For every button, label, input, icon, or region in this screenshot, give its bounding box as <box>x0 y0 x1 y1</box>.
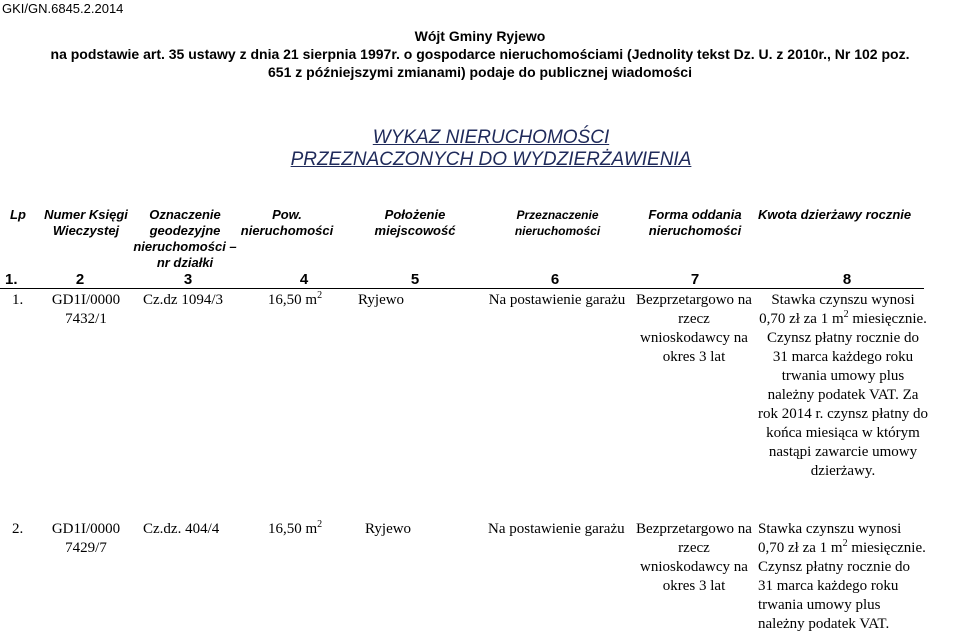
row-annual-rent: Stawka czynszu wynosi 0,70 zł za 1 $m^2$ miesięcznie. Czynsz płatny rocznie do 31 marca każdego roku trwania umowy plus należny podatek VAT. <box>758 521 926 632</box>
row-purpose: Na postawienie garażu <box>488 521 625 537</box>
row-lease-form: Bezprzetargowo na rzecz wnioskodawcy na okres 3 lat <box>636 521 752 594</box>
row-plot: Cz.dz 1094/3 <box>143 292 223 308</box>
row-land-register: GD1I/0000 7432/1 <box>51 292 121 327</box>
column-number: 4 <box>299 271 309 288</box>
column-number: 8 <box>842 271 852 288</box>
list-title-line-2: PRZEZNACZONYCH DO WYDZIERŻAWIENIA <box>290 149 692 170</box>
row-location: Ryjewo <box>358 292 405 308</box>
column-number: 2 <box>75 271 85 288</box>
legal-basis-line-2: 651 z późniejszymi zmianami) podaje do publicznej wiadomości <box>268 64 692 80</box>
column-number: 7 <box>690 271 700 288</box>
column-number: 5 <box>410 271 420 288</box>
row-land-register: GD1I/0000 7429/7 <box>51 521 121 556</box>
document-reference: GKI/GN.6845.2.2014 <box>2 1 124 16</box>
row-plot: Cz.dz. 404/4 <box>143 521 220 537</box>
header-annual-rent: Kwota dzierżawy rocznie <box>758 207 912 222</box>
row-area: 16,50 $m^2$ <box>267 290 323 308</box>
header-lp: Lp <box>10 207 26 222</box>
legal-basis-line-1: na podstawie art. 35 ustawy z dnia 21 sierpnia 1997r. o gospodarce nieruchomościami (Jednolity tekst Dz. U. z 2010r., Nr 102 poz. <box>50 46 910 62</box>
issuing-authority: Wójt Gminy Ryjewo <box>414 28 546 44</box>
row-lp: 2. <box>12 521 24 537</box>
row-lp: 1. <box>12 292 24 308</box>
header-area: Pow. nieruchomości <box>240 207 334 238</box>
header-location: Położenie miejscowość <box>374 207 456 238</box>
column-number: 1. <box>5 271 18 288</box>
header-land-register: Numer Księgi Wieczystej <box>44 207 128 238</box>
header-divider <box>0 288 924 289</box>
column-number: 6 <box>550 271 560 288</box>
header-plot-designation: Oznaczenie geodezyjne nieruchomości – nr działki <box>133 207 237 270</box>
column-number: 3 <box>183 271 193 288</box>
row-purpose: Na postawienie garażu <box>488 292 626 308</box>
row-location: Ryjewo <box>365 521 412 537</box>
row-lease-form: Bezprzetargowo na rzecz wnioskodawcy na okres 3 lat <box>636 292 752 365</box>
list-title-line-1: WYKAZ NIERUCHOMOŚCI <box>372 127 610 148</box>
row-area: 16,50 $m^2$ <box>268 519 323 537</box>
header-lease-form: Forma oddania nieruchomości <box>648 207 742 238</box>
row-annual-rent: Stawka czynszu wynosi 0,70 zł za 1 $m^2$ miesięcznie. Czynsz płatny rocznie do 31 marca każdego roku trwania umowy plus należny podatek VAT. Za rok 2014 r. czynsz płatny do końca miesiąca w którym nastąpi zawarcie umowy dzierżawy. <box>758 292 928 479</box>
header-purpose: Przeznaczenie nieruchomości <box>514 208 601 238</box>
